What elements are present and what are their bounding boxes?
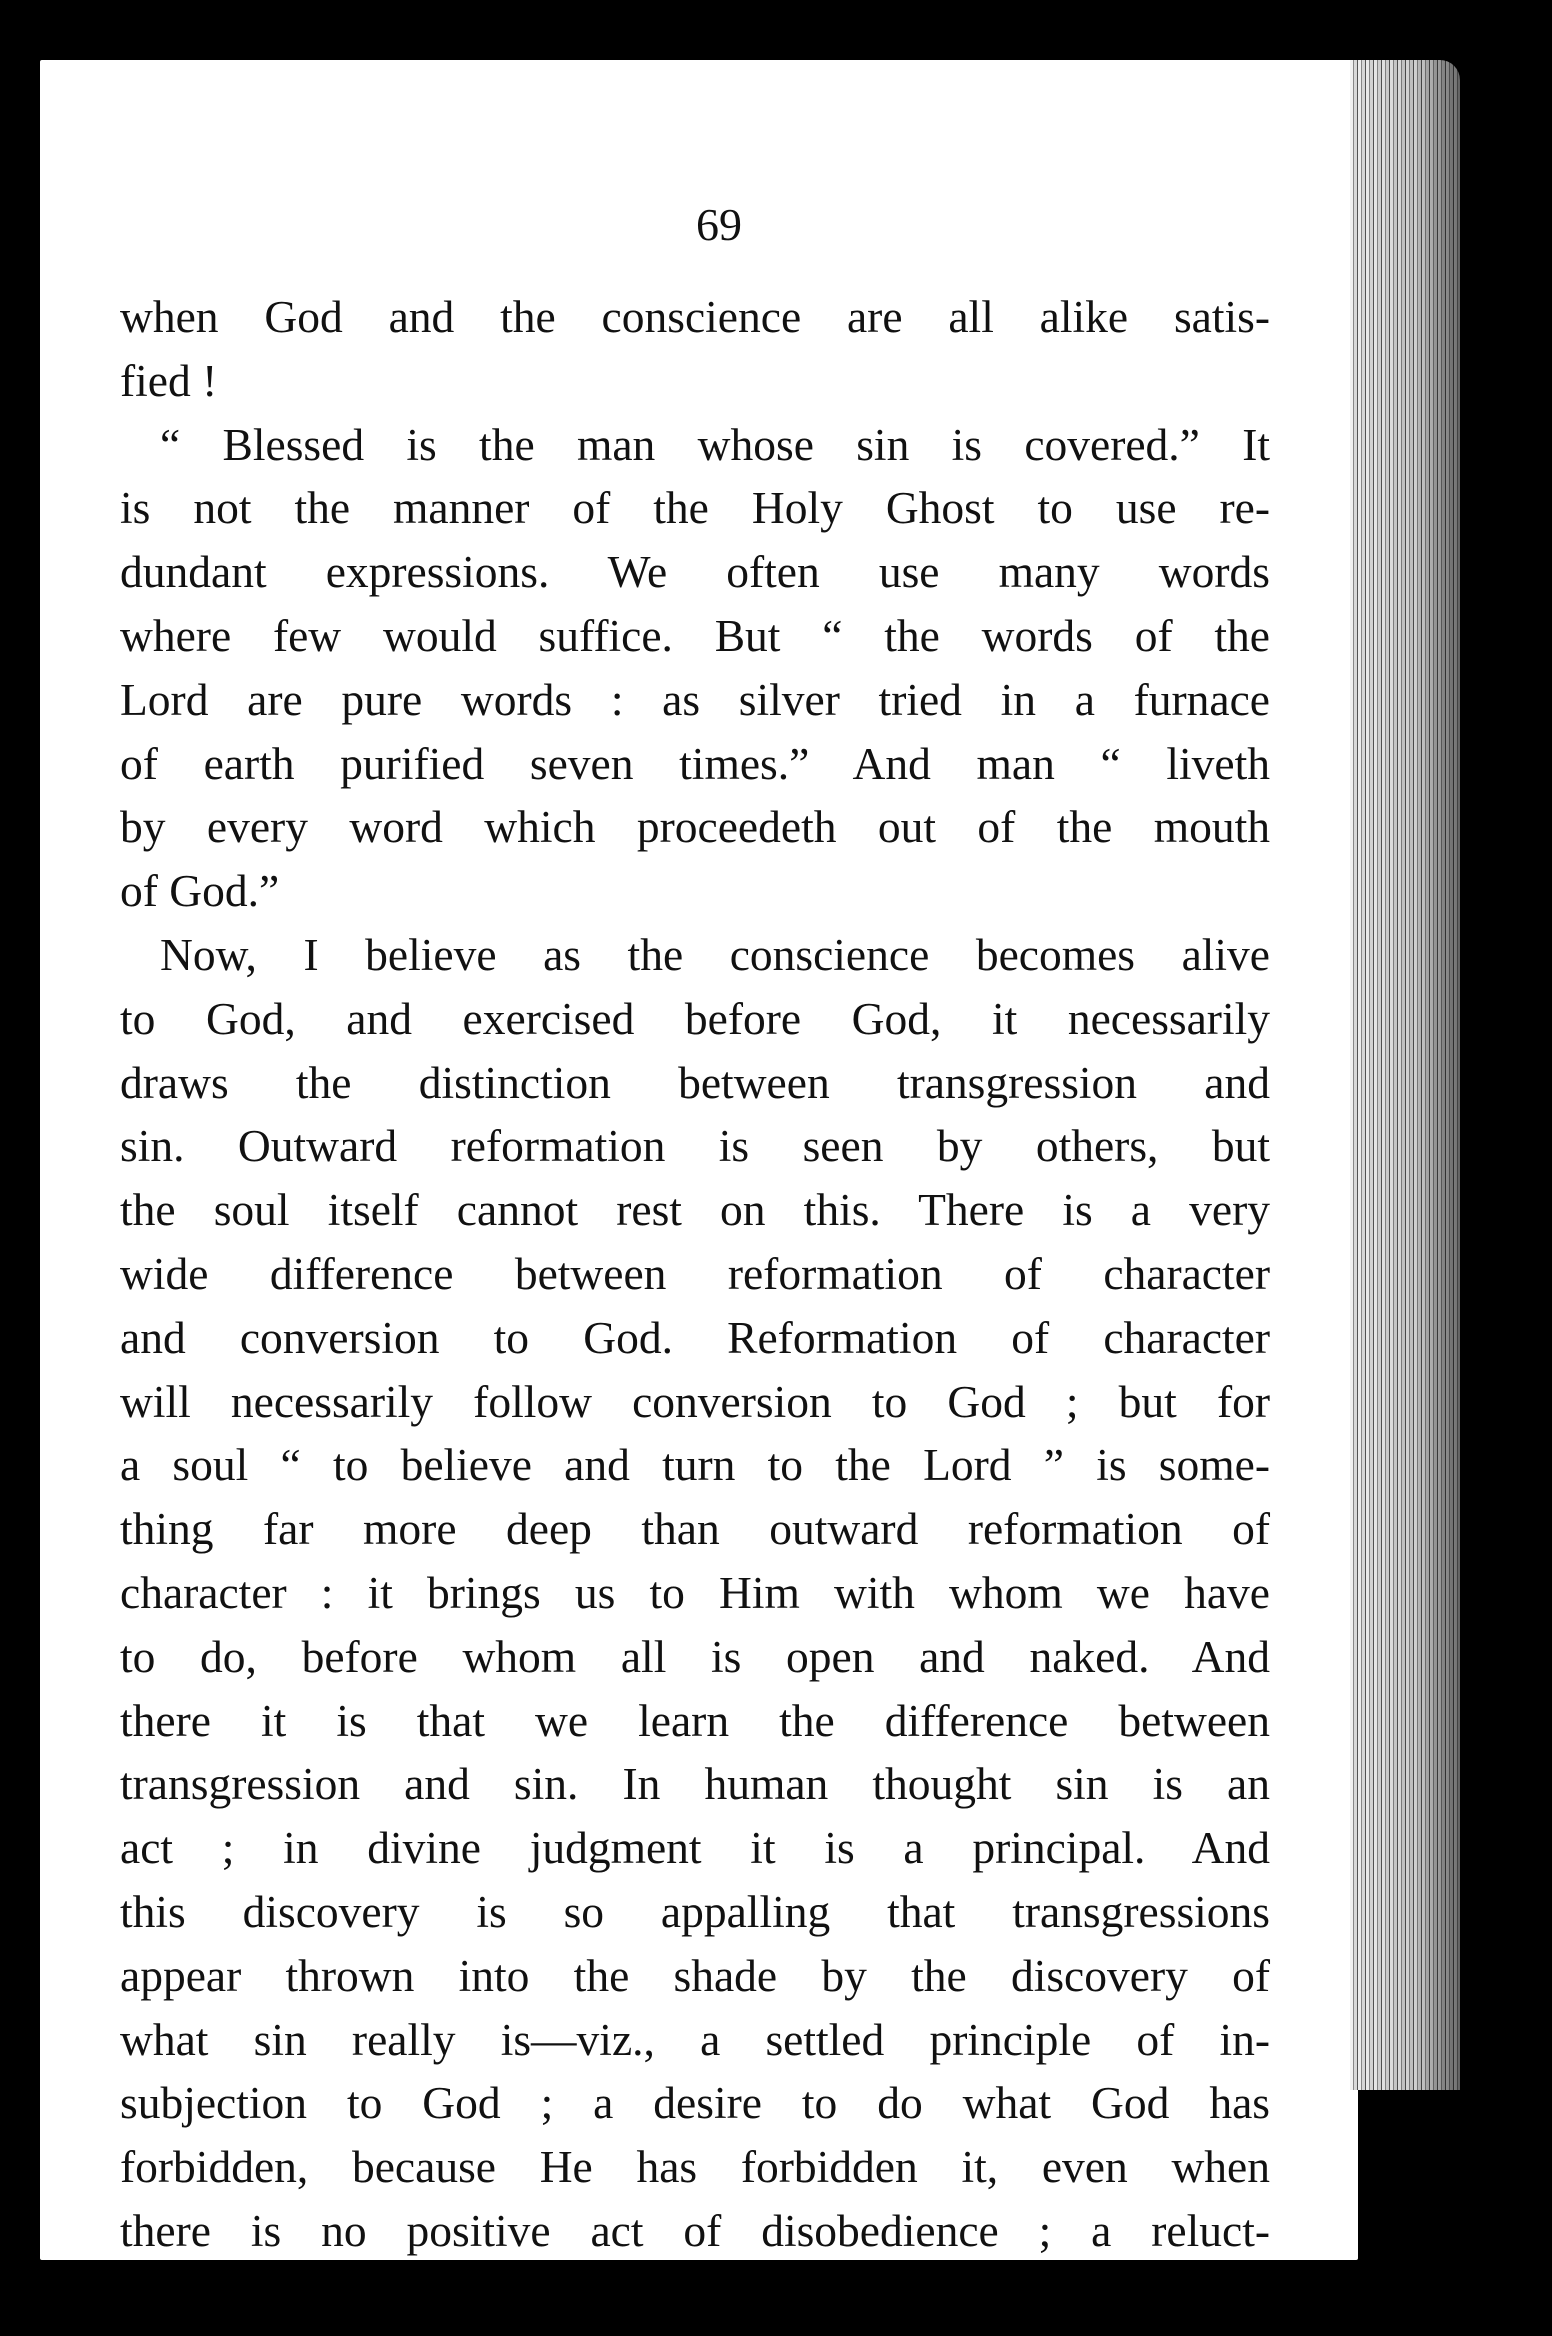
text-line: draws the distinction between transgression and xyxy=(120,1056,1270,1108)
text-line: a soul “ to believe and turn to the Lord ” is some- xyxy=(120,1439,1270,1491)
body-text xyxy=(120,285,1270,2263)
text-line: to do, before whom all is open and naked. And xyxy=(120,1630,1270,1682)
text-line: act ; in divine judgment it is a principal. And xyxy=(120,1822,1270,1874)
text-line: of earth purified seven times.” And man “ liveth xyxy=(120,737,1270,789)
text-line: appear thrown into the shade by the discovery of xyxy=(120,1949,1270,2001)
text-line: there it is that we learn the difference between xyxy=(120,1694,1270,1746)
text-line: to God, and exercised before God, it necessarily xyxy=(120,992,1270,1044)
text-line: when God and the conscience are all alike satis- xyxy=(120,291,1270,342)
text-line: of God.” xyxy=(120,865,280,917)
text-line: transgression and sin. In human thought sin is an xyxy=(120,1758,1270,1810)
page-edges xyxy=(1350,60,1460,2090)
text-line: character : it brings us to Him with whom we have xyxy=(120,1566,1270,1618)
text-line: this discovery is so appalling that transgressions xyxy=(120,1885,1270,1937)
text-line: forbidden, because He has forbidden it, even when xyxy=(120,2141,1270,2193)
page-sheet xyxy=(40,60,1358,2260)
text-line: Now, I believe as the conscience becomes alive xyxy=(160,928,1270,980)
text-line: is not the manner of the Holy Ghost to use re- xyxy=(120,482,1270,534)
text-line: thing far more deep than outward reformation of xyxy=(120,1503,1270,1555)
text-line: will necessarily follow conversion to God ; but for xyxy=(120,1375,1270,1427)
text-line: where few would suffice. But “ the words of the xyxy=(120,609,1270,661)
page-number: 69 xyxy=(696,199,742,250)
text-line: wide difference between reformation of character xyxy=(120,1247,1270,1299)
text-line: what sin really is—viz., a settled principle of in- xyxy=(120,2013,1270,2065)
text-line: subjection to God ; a desire to do what God has xyxy=(120,2077,1270,2129)
text-line: Lord are pure words : as silver tried in a furnace xyxy=(120,673,1270,725)
text-line: and conversion to God. Reformation of character xyxy=(120,1311,1270,1363)
text-line: by every word which proceedeth out of the mouth xyxy=(120,801,1270,853)
text-line: dundant expressions. We often use many words xyxy=(120,546,1270,598)
text-line: fied ! xyxy=(120,354,218,406)
text-line: there is no positive act of disobedience ; a reluct- xyxy=(120,2204,1270,2256)
binding-shadow xyxy=(0,0,40,2336)
text-line: the soul itself cannot rest on this. There is a very xyxy=(120,1184,1270,1236)
text-line: sin. Outward reformation is seen by others, but xyxy=(120,1120,1270,1172)
text-line: “ Blessed is the man whose sin is covered.” It xyxy=(160,418,1270,470)
